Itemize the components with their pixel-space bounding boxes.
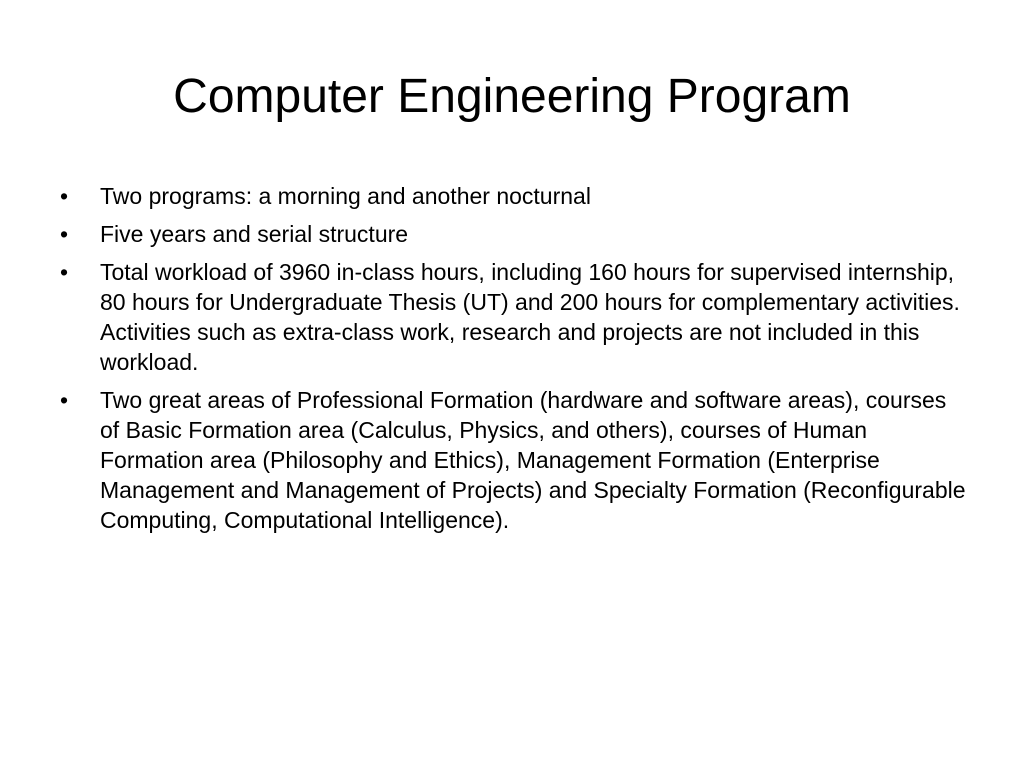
list-item	[60, 219, 970, 249]
bullet-text: Two great areas of Professional Formation (hardware and software areas), courses of Basic Formation area (Calculus, Physics, and others), courses of Human Formation area (Philosophy and Ethics), Management Formation (Enterprise Management and Management of Projects) and Specialty Formation (Reconfigurable Computing, Computational Intelligence).	[100, 387, 966, 533]
bullet-list	[60, 181, 970, 543]
slide-title: Computer Engineering Program	[173, 70, 851, 123]
bullet-icon: •	[60, 387, 69, 413]
bullet-icon: •	[60, 221, 69, 247]
bullet-text: Five years and serial structure	[100, 221, 409, 247]
list-item	[60, 181, 970, 211]
list-item	[60, 385, 970, 535]
bullet-text: Total workload of 3960 in-class hours, including 160 hours for supervised internship, 80 hours for Undergraduate Thesis (UT) and 200 hours for complementary activities. Activities such as extra-class work, research and projects are not included in this workload.	[100, 259, 960, 375]
bullet-icon: •	[60, 259, 69, 285]
bullet-icon: •	[60, 183, 69, 209]
bullet-text: Two programs: a morning and another nocturnal	[100, 183, 591, 209]
list-item	[60, 257, 970, 377]
